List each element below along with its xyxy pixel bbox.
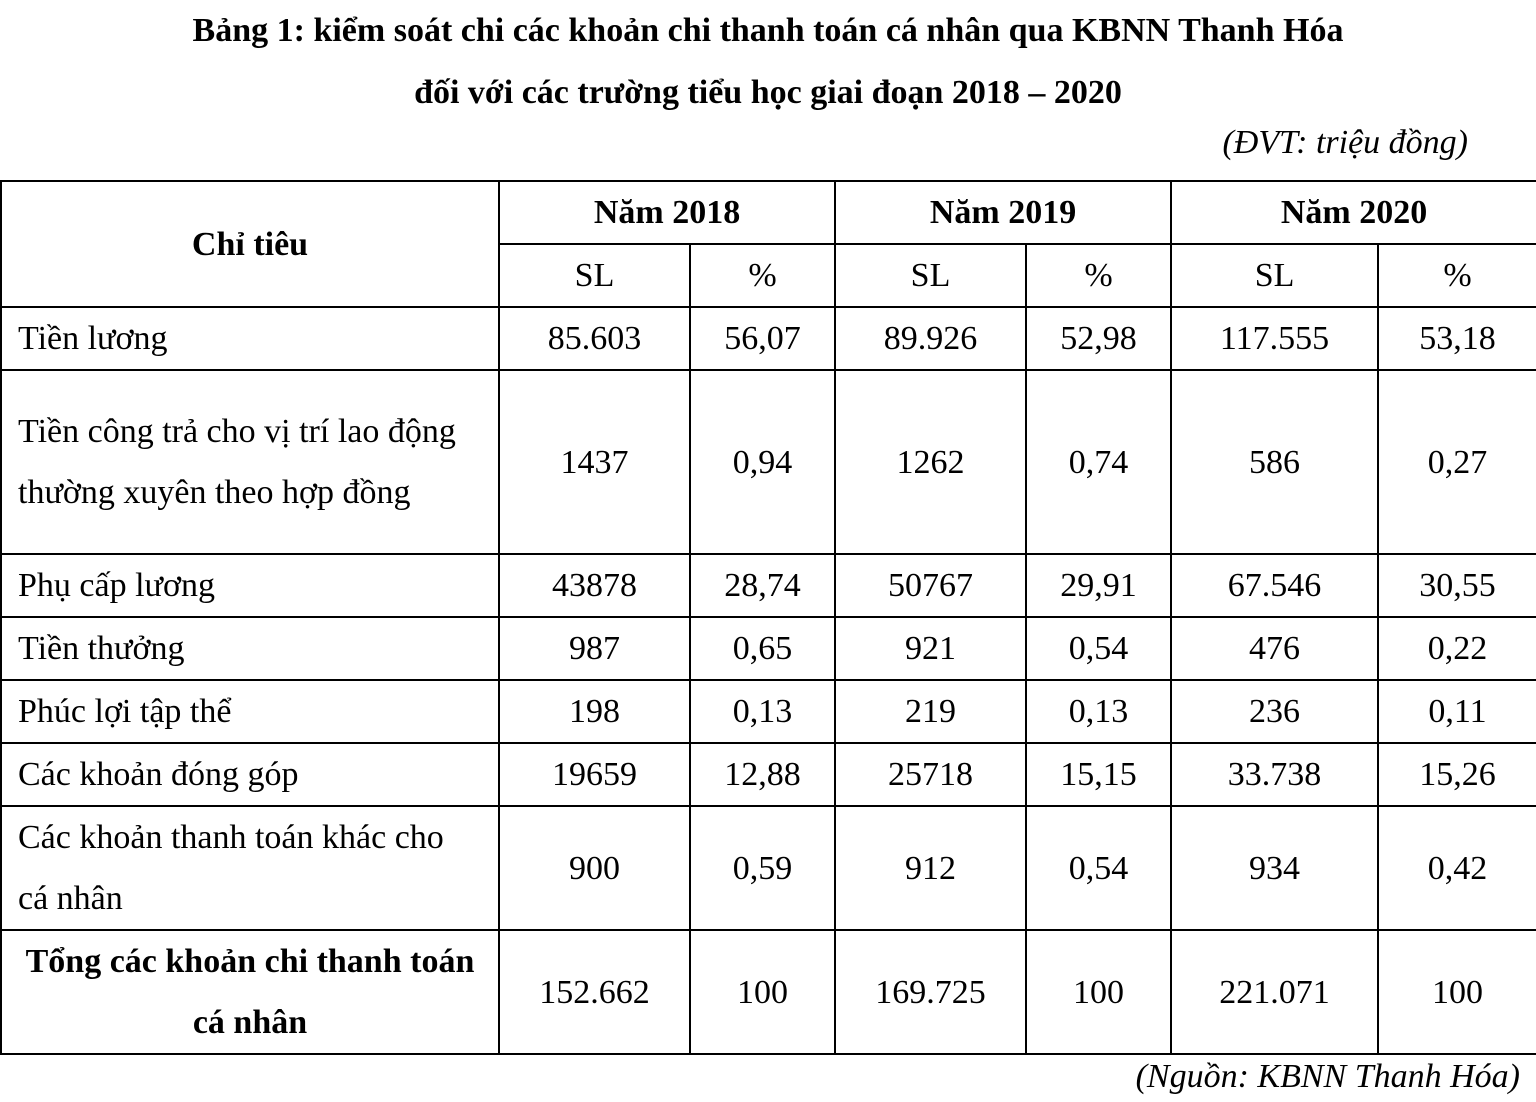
- table-row: [1, 307, 1536, 370]
- cell-value: 0,59: [690, 806, 835, 930]
- cell-value: 0,54: [1026, 617, 1171, 680]
- table-title: [0, 0, 1536, 124]
- table-title-line-2: đối với các trường tiểu học giai đoạn 2018 – 2020: [414, 74, 1122, 111]
- row-label: Phúc lợi tập thể: [1, 680, 499, 743]
- cell-value: 89.926: [835, 307, 1026, 370]
- row-label: Tiền thưởng: [1, 617, 499, 680]
- header-sl: SL: [835, 244, 1026, 307]
- cell-value: 85.603: [499, 307, 690, 370]
- cell-value: 29,91: [1026, 554, 1171, 617]
- cell-value: 0,94: [690, 370, 835, 554]
- cell-value: 0,13: [1026, 680, 1171, 743]
- row-label: Tiền lương: [1, 307, 499, 370]
- total-value: 100: [690, 930, 835, 1054]
- source-note: (Nguồn: KBNN Thanh Hóa): [1135, 1058, 1520, 1095]
- total-value: 100: [1378, 930, 1536, 1054]
- total-value: 100: [1026, 930, 1171, 1054]
- cell-value: 15,15: [1026, 743, 1171, 806]
- table-row: [1, 743, 1536, 806]
- cell-value: 56,07: [690, 307, 835, 370]
- cell-value: 912: [835, 806, 1026, 930]
- cell-value: 586: [1171, 370, 1378, 554]
- expenditure-table: [0, 180, 1536, 1055]
- cell-value: 33.738: [1171, 743, 1378, 806]
- total-value: 152.662: [499, 930, 690, 1054]
- header-year-2020: Năm 2020: [1171, 181, 1536, 244]
- cell-value: 52,98: [1026, 307, 1171, 370]
- cell-value: 198: [499, 680, 690, 743]
- cell-value: 0,54: [1026, 806, 1171, 930]
- row-label: Các khoản thanh toán khác cho cá nhân: [1, 806, 499, 930]
- total-label: Tổng các khoản chi thanh toán cá nhân: [1, 930, 499, 1054]
- header-row-years: [1, 181, 1536, 244]
- cell-value: 12,88: [690, 743, 835, 806]
- cell-value: 28,74: [690, 554, 835, 617]
- cell-value: 476: [1171, 617, 1378, 680]
- cell-value: 0,42: [1378, 806, 1536, 930]
- cell-value: 19659: [499, 743, 690, 806]
- total-row: [1, 930, 1536, 1054]
- cell-value: 25718: [835, 743, 1026, 806]
- total-value: 221.071: [1171, 930, 1378, 1054]
- header-indicator: Chỉ tiêu: [1, 181, 499, 307]
- cell-value: 15,26: [1378, 743, 1536, 806]
- table-row: [1, 806, 1536, 930]
- cell-value: 43878: [499, 554, 690, 617]
- cell-value: 50767: [835, 554, 1026, 617]
- cell-value: 0,74: [1026, 370, 1171, 554]
- cell-value: 1437: [499, 370, 690, 554]
- row-label: Phụ cấp lương: [1, 554, 499, 617]
- unit-note: (ĐVT: triệu đồng): [1222, 124, 1468, 161]
- cell-value: 117.555: [1171, 307, 1378, 370]
- cell-value: 0,65: [690, 617, 835, 680]
- header-sl: SL: [1171, 244, 1378, 307]
- cell-value: 921: [835, 617, 1026, 680]
- table-row: [1, 680, 1536, 743]
- cell-value: 67.546: [1171, 554, 1378, 617]
- header-pct: %: [1378, 244, 1536, 307]
- table-row: [1, 617, 1536, 680]
- header-sl: SL: [499, 244, 690, 307]
- cell-value: 1262: [835, 370, 1026, 554]
- header-year-2019: Năm 2019: [835, 181, 1171, 244]
- cell-value: 0,11: [1378, 680, 1536, 743]
- cell-value: 53,18: [1378, 307, 1536, 370]
- row-label: Các khoản đóng góp: [1, 743, 499, 806]
- cell-value: 987: [499, 617, 690, 680]
- header-pct: %: [690, 244, 835, 307]
- cell-value: 0,27: [1378, 370, 1536, 554]
- cell-value: 219: [835, 680, 1026, 743]
- cell-value: 934: [1171, 806, 1378, 930]
- row-label: Tiền công trả cho vị trí lao động thường xuyên theo hợp đồng: [1, 370, 499, 554]
- table-row: [1, 370, 1536, 554]
- cell-value: 30,55: [1378, 554, 1536, 617]
- cell-value: 236: [1171, 680, 1378, 743]
- header-year-2018: Năm 2018: [499, 181, 835, 244]
- table-row: [1, 554, 1536, 617]
- cell-value: 900: [499, 806, 690, 930]
- cell-value: 0,13: [690, 680, 835, 743]
- table-title-line-1: Bảng 1: kiểm soát chi các khoản chi thanh toán cá nhân qua KBNN Thanh Hóa: [192, 12, 1344, 49]
- header-pct: %: [1026, 244, 1171, 307]
- total-value: 169.725: [835, 930, 1026, 1054]
- cell-value: 0,22: [1378, 617, 1536, 680]
